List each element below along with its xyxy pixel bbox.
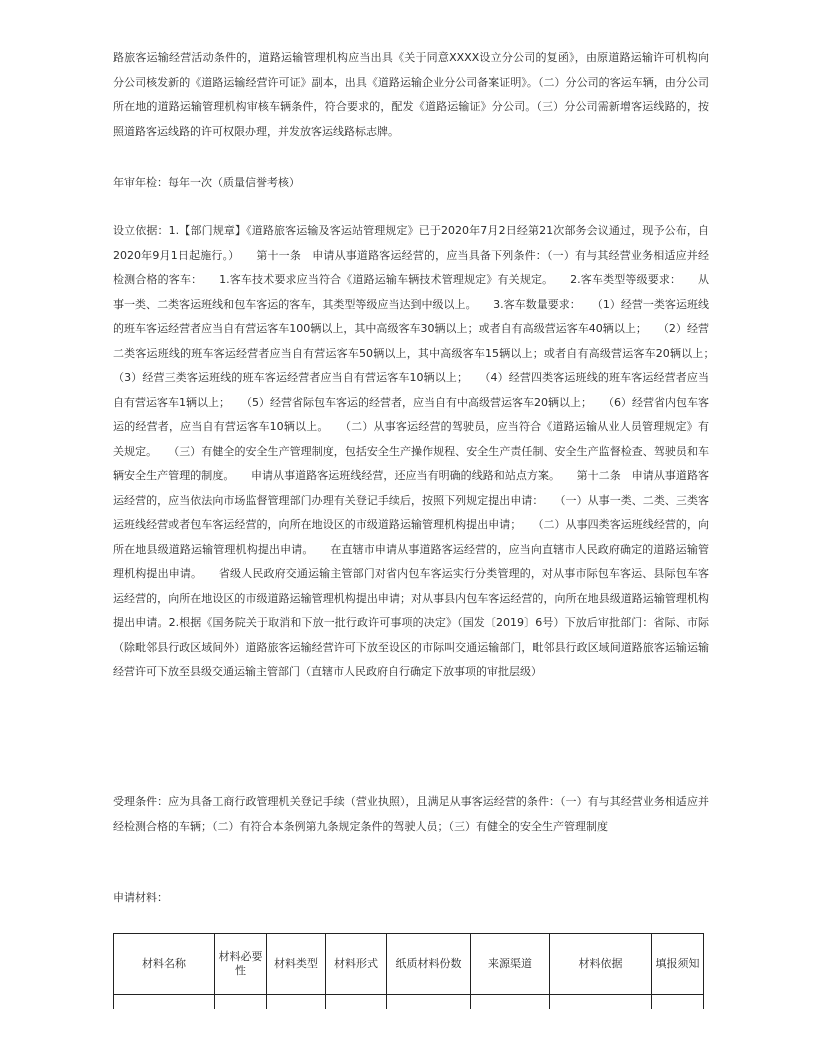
paragraph-application-materials: 申请材料：	[113, 891, 168, 904]
table-cell	[267, 995, 326, 1009]
table-cell	[652, 995, 704, 1009]
paragraph-acceptance-conditions: 受理条件：应为具备工商行政管理机关登记手续（营业执照），且满足从事客运经营的条件：（一）有与其经营业务相适应并经检测合格的车辆；（二）有符合本条例第九条规定条件的驾驶人员；（三）有健全的安全生产管理制度	[113, 795, 709, 833]
col-header-material-form: 材料形式	[326, 934, 387, 995]
materials-table	[113, 933, 704, 1009]
paragraph-legal-basis: 设立依据：1.【部门规章】《道路旅客运输及客运站管理规定》已于2020年7月2日经第21次部务会议通过，现予公布，自2020年9月1日起施行。） 第十一条 申请从事道路客运经营的，应当具备下列条件：（一）有与其经营业务相适应并经检测合格的客车： 1.客车技术要求应当符合《道路运输车辆技术管理规定》有关规定。 2.客车类型等级要求： 从事一类、二类客运班线和包车客运的客车，其类型等级应当达到中级以上。 3.客车数量要求： （1）经营一类客运班线的班车客运经营者应当自有营运客车100辆以上，其中高级客车30辆以上；或者自有高级营运客车40辆以上； （2）经营二类客运班线的班车客运经营者应当自有营运客车50辆以上，其中高级客车15辆以上；或者自有高级营运客车20辆以上； （3）经营三类客运班线的班车客运经营者应当自有营运客车10辆以上； （4）经营四类客运班线的班车客运经营者应当自有营运客车1辆以上； （5）经营省际包车客运的经营者，应当自有中高级营运客车20辆以上； （6）经营省内包车客运的经营者，应当自有营运客车10辆以上。 （二）从事客运经营的驾驶员，应当符合《道路运输从业人员管理规定》有关规定。 （三）有健全的安全生产管理制度，包括安全生产操作规程、安全生产责任制、安全生产监督检查、驾驶员和车辆安全生产管理的制度。 申请从事道路客运班线经营，还应当有明确的线路和站点方案。 第十二条 申请从事道路客运经营的，应当依法向市场监督管理部门办理有关登记手续后，按照下列规定提出申请： （一）从事一类、二类、三类客运班线经营或者包车客运经营的，向所在地设区的市级道路运输管理机构提出申请； （二）从事四类客运班线经营的，向所在地县级道路运输管理机构提出申请。 在直辖市申请从事道路客运经营的，应当向直辖市人民政府确定的道路运输管理机构提出申请。 省级人民政府交通运输主管部门对省内包车客运实行分类管理的，对从事市际包车客运、县际包车客运经营的，向所在地设区的市级道路运输管理机构提出申请；对从事县内包车客运经营的，向所在地县级道路运输管理机构提出申请。2.根据《国务院关于取消和下放一批行政许可事项的决定》（国发〔2019〕6号）下放后审批部门：省际、市际（除毗邻县行政区域间外）道路旅客运输经营许可下放至设区的市际叫交通运输部门，毗邻县行政区域间道路旅客运输运输经营许可下放至县级交通运输主管部门（直辖市人民政府自行确定下放事项的审批层级）	[113, 224, 731, 678]
table-cell	[114, 995, 215, 1009]
table-cell	[550, 995, 652, 1009]
col-header-paper-copies: 纸质材料份数	[387, 934, 471, 995]
table-cell	[471, 995, 550, 1009]
table-header-row	[114, 934, 704, 995]
table-cell	[326, 995, 387, 1009]
paragraph-annual-review: 年审年检：每年一次（质量信誉考核）	[113, 176, 300, 189]
table-cell	[215, 995, 267, 1009]
table-row	[114, 995, 704, 1009]
col-header-source-channel: 来源渠道	[471, 934, 550, 995]
col-header-material-type: 材料类型	[267, 934, 326, 995]
col-header-material-basis: 材料依据	[550, 934, 652, 995]
col-header-material-name: 材料名称	[114, 934, 215, 995]
table-cell	[387, 995, 471, 1009]
paragraph-branch-office: 路旅客运输经营活动条件的，道路运输管理机构应当出具《关于同意XXXX设立分公司的复函》，由原道路运输许可机构向分公司核发新的《道路运输经营许可证》副本，出具《道路运输企业分公司备案证明》。（二）分公司的客运车辆，由分公司所在地的道路运输管理机构审核车辆条件，符合要求的，配发《道路运输证》分公司。（三）分公司需新增客运线路的，按照道路客运线路的许可权限办理，并发放客运线路标志牌。	[113, 51, 709, 138]
col-header-filling-notes: 填报须知	[652, 934, 704, 995]
col-header-necessity: 材料必要性	[215, 934, 267, 995]
